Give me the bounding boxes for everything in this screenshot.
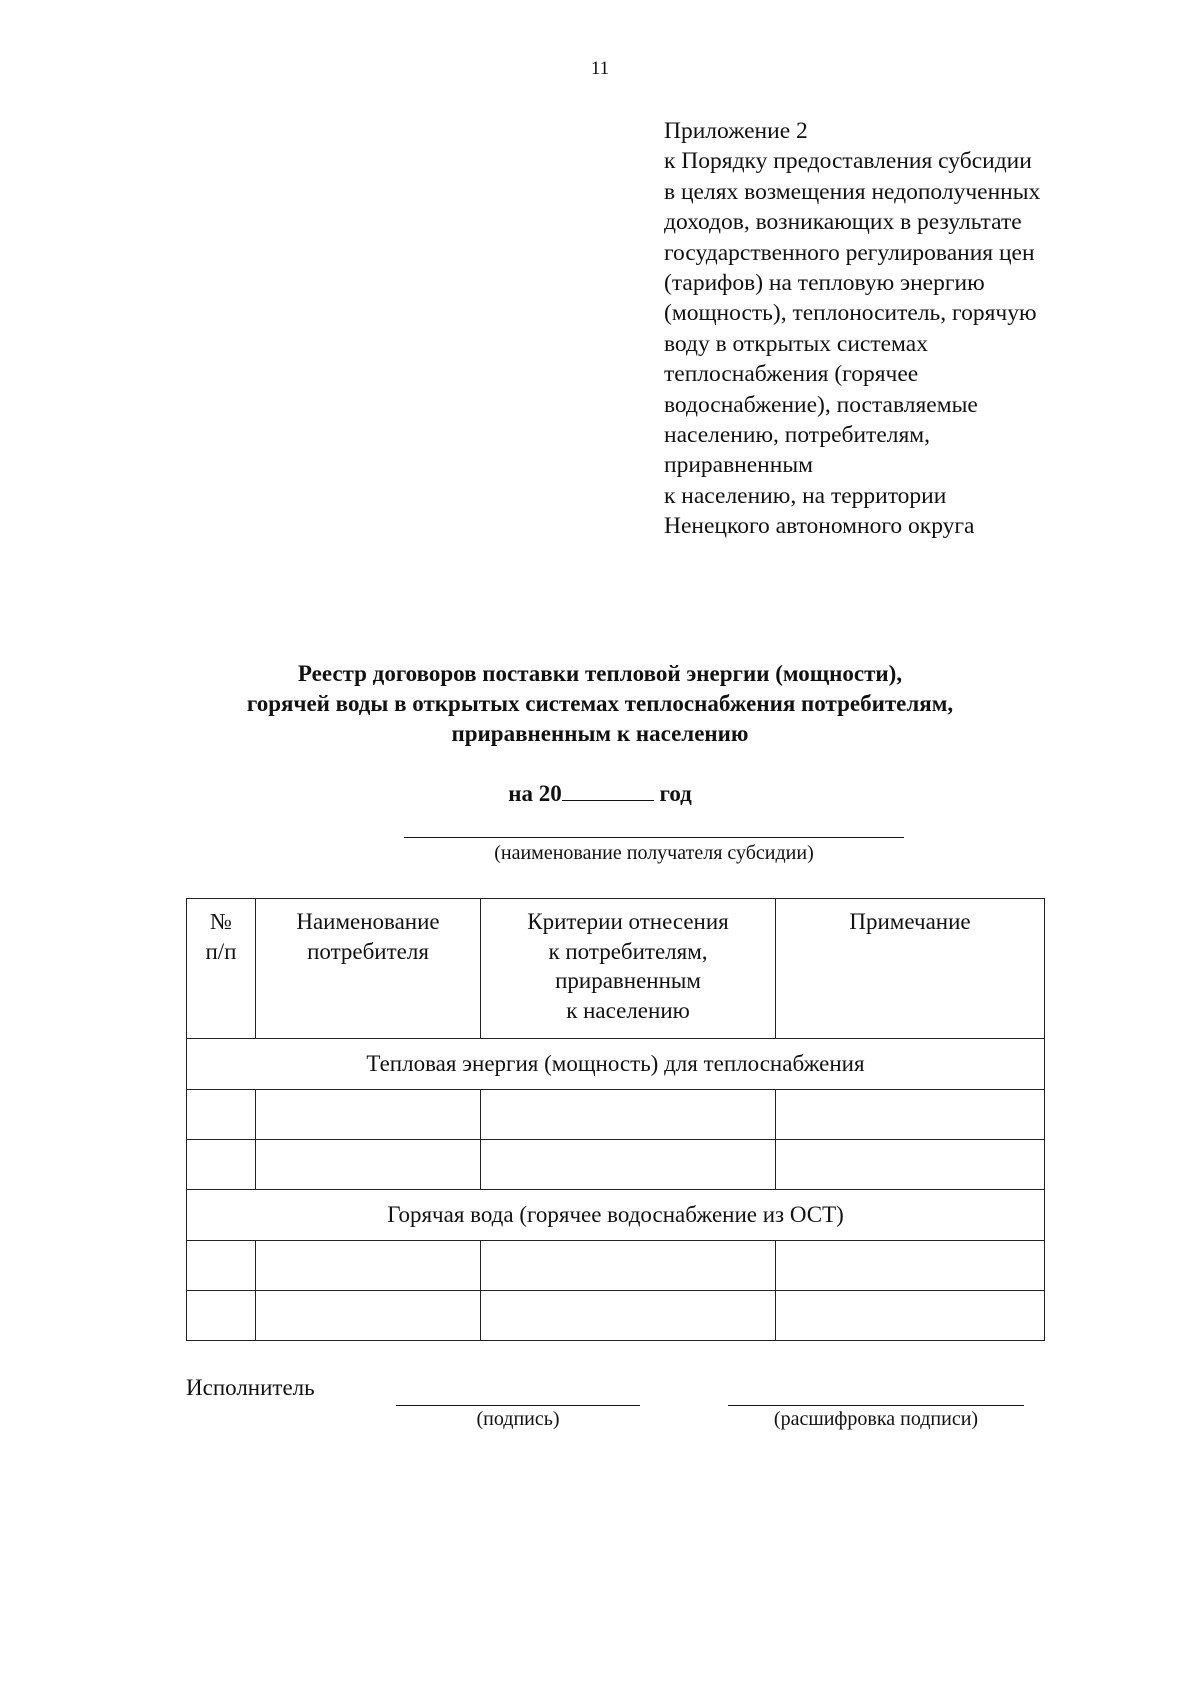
table-row	[187, 1140, 1045, 1190]
title-line: горячей воды в открытых системах теплоснабжения потребителям,	[246, 691, 954, 716]
signature-caption: (подпись)	[476, 1408, 560, 1430]
appendix-line: (тарифов) на тепловую энергию	[664, 270, 985, 297]
appendix-line: в целях возмещения недополученных	[664, 178, 1041, 205]
appendix-line: (мощность), теплоноситель, горячую	[664, 300, 1037, 327]
appendix-line: к населению, на территории	[664, 482, 947, 509]
title-line: Реестр договоров поставки тепловой энергии (мощности),	[297, 661, 903, 686]
table-cell[interactable]	[256, 1241, 481, 1291]
table-cell[interactable]	[187, 1140, 256, 1190]
header-line: Примечание	[849, 909, 971, 934]
table-cell[interactable]	[776, 1291, 1045, 1341]
appendix-line: водоснабжение), поставляемые	[664, 391, 978, 418]
appendix-block	[664, 116, 1104, 542]
table-cell[interactable]	[256, 1090, 481, 1140]
table-row	[187, 1291, 1045, 1341]
table-cell[interactable]	[187, 1291, 256, 1341]
appendix-line: к Порядку предоставления субсидии	[664, 148, 1032, 175]
table-cell[interactable]	[256, 1291, 481, 1341]
header-note	[776, 899, 1045, 1039]
executor-label: Исполнитель	[186, 1375, 315, 1400]
table-cell[interactable]	[776, 1140, 1045, 1190]
appendix-line: теплоснабжения (горячее	[664, 361, 919, 388]
year-blank-field[interactable]	[562, 780, 654, 801]
table-cell[interactable]	[481, 1241, 776, 1291]
header-number	[187, 899, 256, 1039]
table-cell[interactable]	[481, 1140, 776, 1190]
document-title	[0, 659, 1200, 749]
signature-decoding-field[interactable]	[728, 1405, 1024, 1406]
appendix-line: воду в открытых системах	[664, 330, 928, 357]
header-line: к потребителям,	[548, 938, 708, 964]
table-header-row	[187, 899, 1045, 1039]
appendix-line: Ненецкого автономного округа	[664, 513, 975, 540]
year-line	[0, 780, 1200, 807]
year-suffix: год	[659, 781, 692, 806]
table-row	[187, 1090, 1045, 1140]
table-cell[interactable]	[776, 1090, 1045, 1140]
signature-decoding-caption: (расшифровка подписи)	[773, 1408, 979, 1430]
recipient-caption: (наименование получателя субсидии)	[494, 842, 814, 864]
year-prefix: на 20	[508, 781, 562, 806]
header-line: потребителя	[307, 938, 429, 964]
header-criteria	[481, 899, 776, 1039]
appendix-line: приравненным	[664, 452, 813, 479]
header-line: приравненным	[555, 968, 701, 993]
section-title-hot-water: Горячая вода (горячее водоснабжение из ОСТ)	[187, 1190, 1045, 1241]
table-cell[interactable]	[256, 1140, 481, 1190]
header-line: п/п	[205, 938, 237, 964]
section-title-heat: Тепловая энергия (мощность) для теплоснабжения	[187, 1039, 1045, 1090]
table-cell[interactable]	[187, 1090, 256, 1140]
appendix-line: населению, потребителям,	[664, 422, 931, 449]
table-cell[interactable]	[776, 1241, 1045, 1291]
section-row	[187, 1039, 1045, 1090]
recipient-name-field[interactable]	[404, 837, 904, 838]
appendix-line: государственного регулирования цен	[664, 239, 1035, 266]
appendix-line: доходов, возникающих в результате	[664, 209, 1022, 236]
table-cell[interactable]	[481, 1090, 776, 1140]
header-line: к населению	[566, 997, 690, 1023]
header-line: Критерии отнесения	[527, 909, 729, 934]
table-cell[interactable]	[481, 1291, 776, 1341]
header-line: №	[210, 909, 232, 934]
title-line: приравненным к населению	[451, 721, 749, 746]
section-row	[187, 1190, 1045, 1241]
table-cell[interactable]	[187, 1241, 256, 1291]
header-consumer-name	[256, 899, 481, 1039]
page-number: 11	[590, 58, 610, 79]
table-row	[187, 1241, 1045, 1291]
header-line: Наименование	[296, 909, 440, 934]
registry-table	[186, 898, 1045, 1341]
appendix-line: Приложение 2	[664, 118, 808, 144]
signature-field[interactable]	[396, 1405, 640, 1406]
